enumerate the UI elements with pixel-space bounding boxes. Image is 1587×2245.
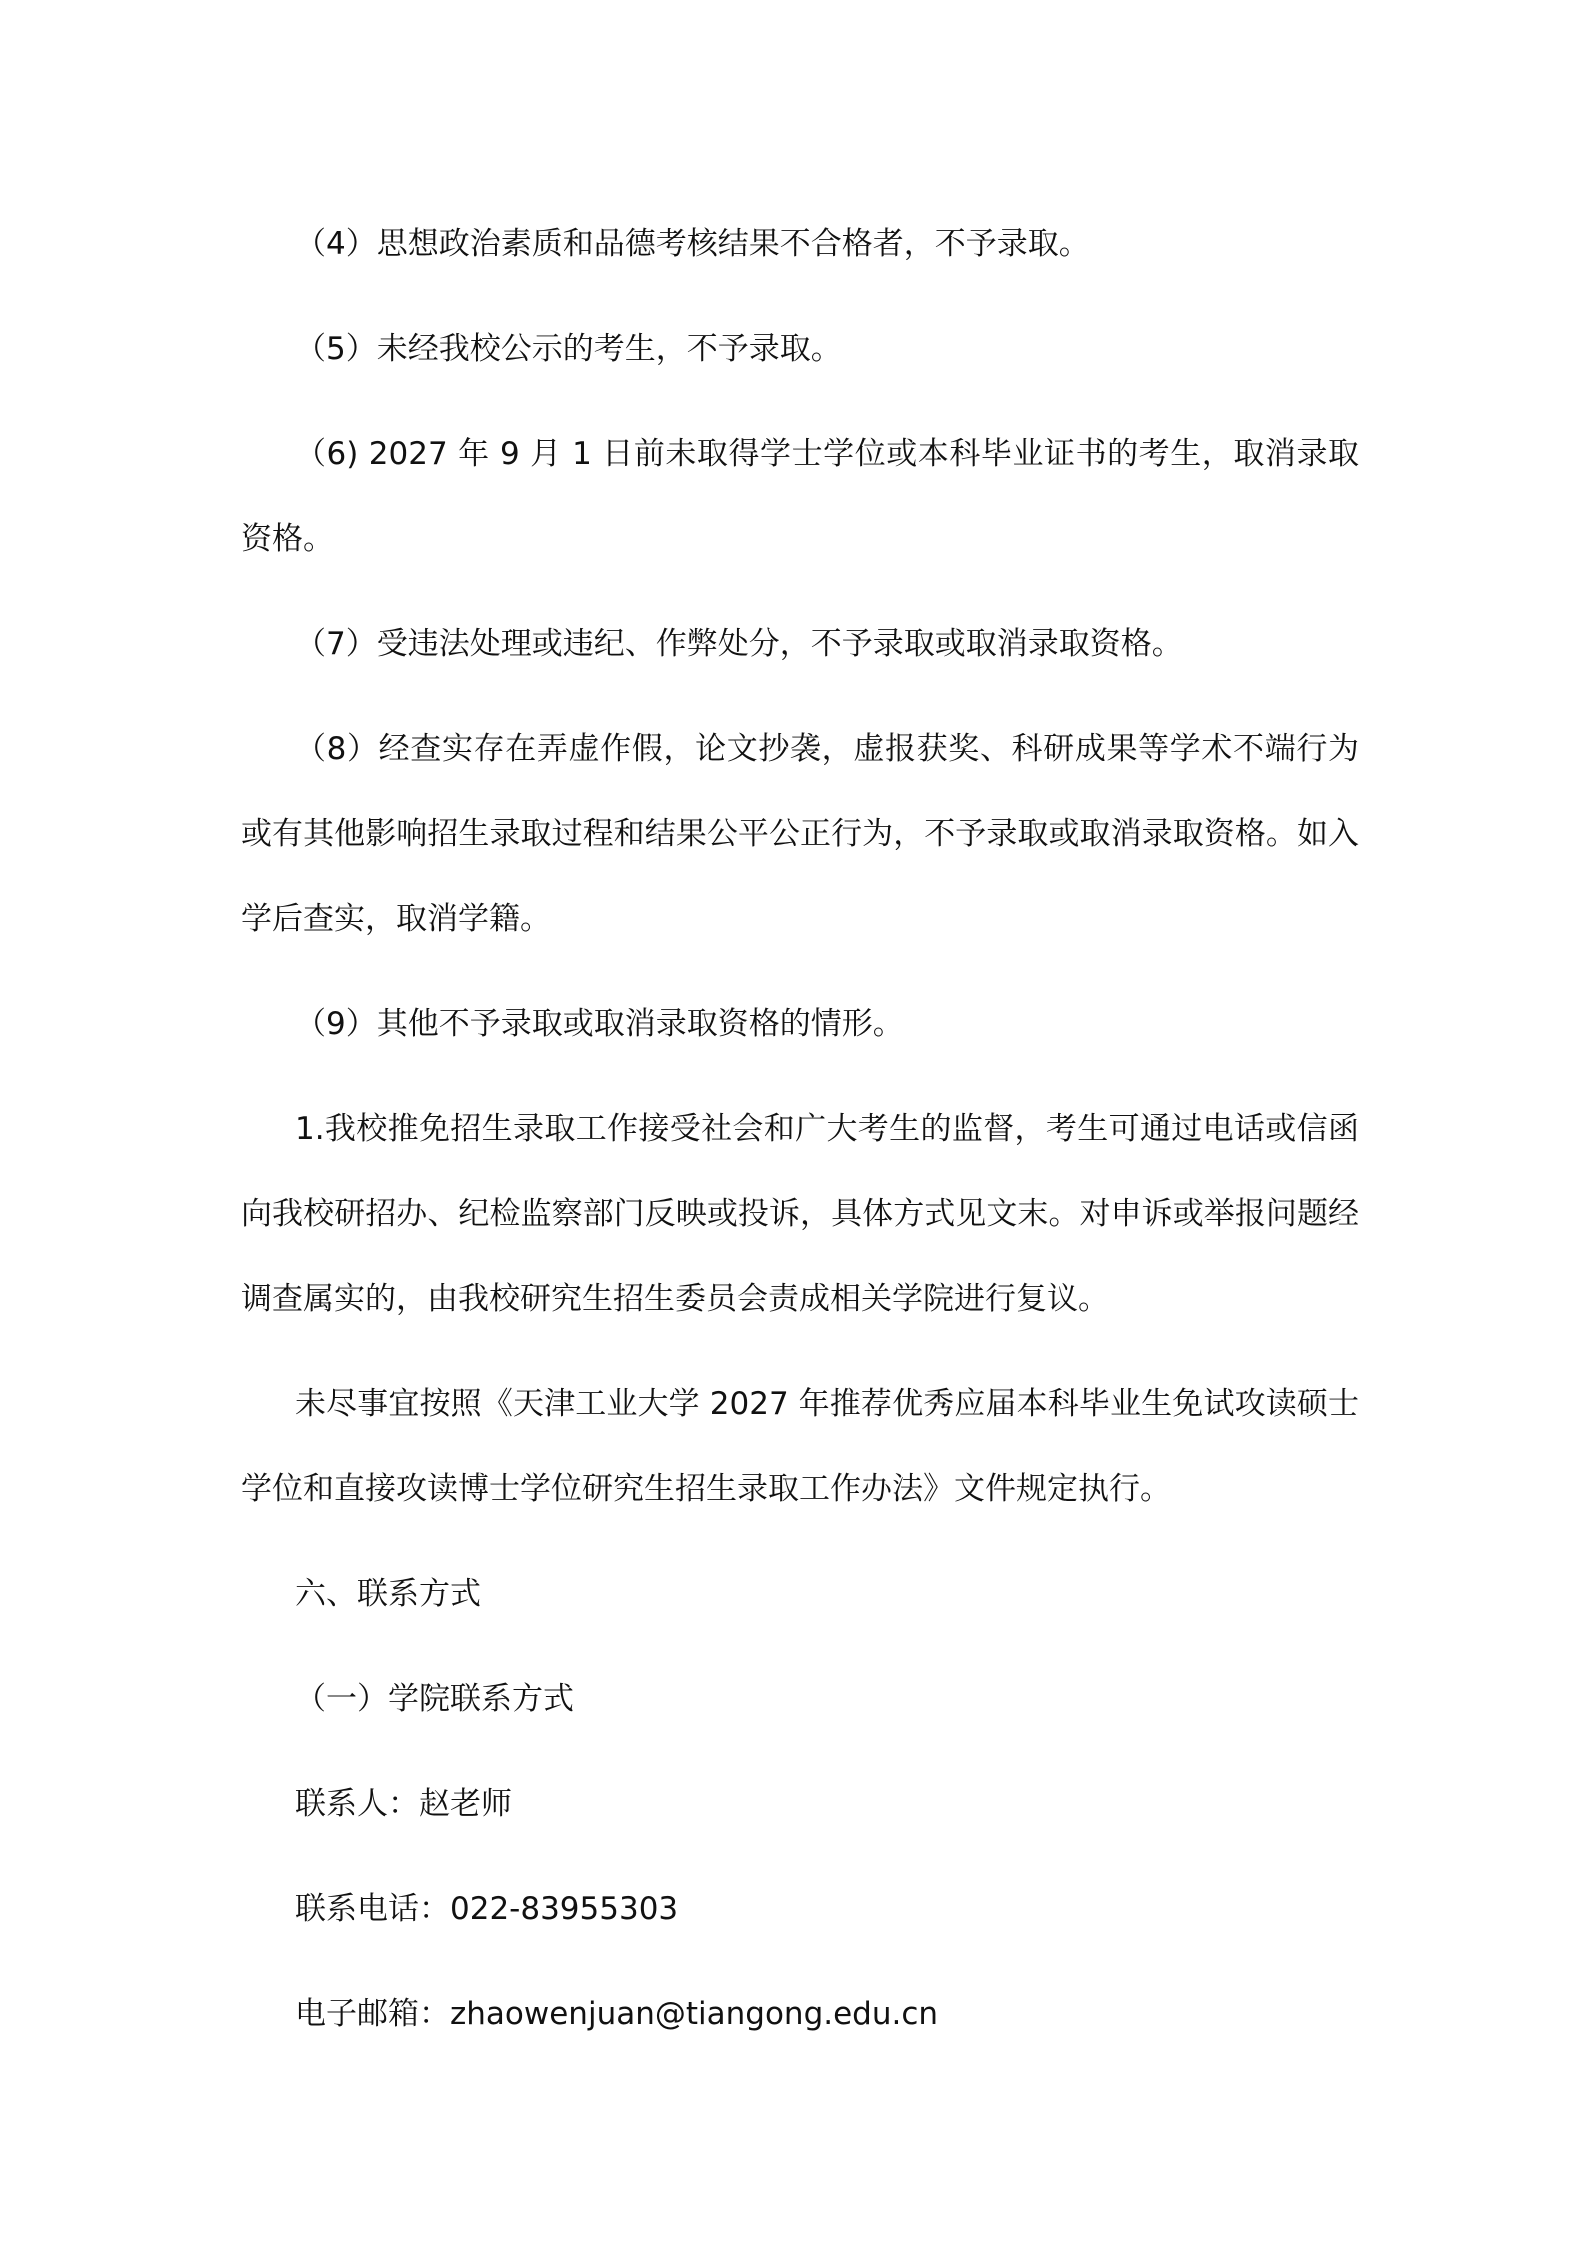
paragraph-item-5-not-announced: （5）未经我校公示的考生，不予录取。	[295, 331, 842, 367]
subsection-heading-college-contact: （一）学院联系方式	[295, 1681, 574, 1717]
paragraph-item-8-academic-misconduct: （8）经查实存在弄虚作假，论文抄袭，虚报获奖、科研成果等学术不端行为或有其他影响招生录取过程和结果公平公正行为，不予录取或取消录取资格。如入学后查实，取消学籍。	[241, 731, 1359, 937]
paragraph-item-9-other-cases: （9）其他不予录取或取消录取资格的情形。	[295, 1006, 904, 1042]
contact-phone: 联系电话：022-83955303	[295, 1891, 679, 1927]
section-heading-contact: 六、联系方式	[295, 1576, 481, 1612]
contact-person: 联系人：赵老师	[295, 1786, 512, 1822]
paragraph-supervision-complaints: 1.我校推免招生录取工作接受社会和广大考生的监督，考生可通过电话或信函向我校研招办、纪检监察部门反映或投诉，具体方式见文末。对申诉或举报问题经调查属实的，由我校研究生招生委员会责成相关学院进行复议。	[241, 1111, 1359, 1317]
paragraph-other-matters: 未尽事宜按照《天津工业大学 2027 年推荐优秀应届本科毕业生免试攻读硕士学位和直接攻读博士学位研究生招生录取工作办法》文件规定执行。	[241, 1386, 1359, 1507]
paragraph-item-4-political-assessment: （4）思想政治素质和品德考核结果不合格者，不予录取。	[295, 226, 1090, 262]
paragraph-item-7-violation: （7）受违法处理或违纪、作弊处分，不予录取或取消录取资格。	[295, 626, 1183, 662]
paragraph-item-6-degree-deadline: （6) 2027 年 9 月 1 日前未取得学士学位或本科毕业证书的考生，取消录取资格。	[241, 436, 1359, 557]
document-body	[241, 202, 1359, 2077]
contact-email: 电子邮箱：zhaowenjuan@tiangong.edu.cn	[295, 1996, 939, 2032]
